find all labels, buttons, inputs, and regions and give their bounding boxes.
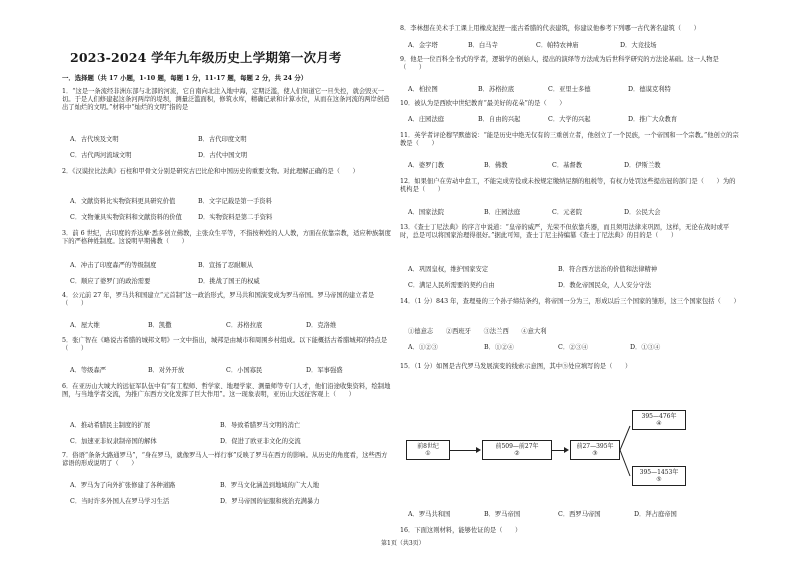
option-a[interactable]: A．婆罗门教 (408, 162, 445, 169)
question-stem: 9．他是一位百科全书式的学者，逻辑学的创始人，提出的演绎等方法成为后世科学研究的方法论基础。这一人物是（ ） (400, 56, 719, 72)
option-a[interactable]: A．庄园法庭 (408, 116, 445, 123)
option-c[interactable]: C．苏格拉底 (226, 322, 263, 329)
question-stem: 16．下面这则材料，能够佐证的是（ ） (400, 527, 522, 534)
option-c[interactable]: C．加速亚非奴隶制帝国的解体 (70, 438, 157, 445)
option-d[interactable]: D．公民大会 (624, 209, 661, 216)
option-c[interactable]: C．帕特农神庙 (536, 42, 579, 49)
option-a[interactable]: A．等级森严 (70, 367, 107, 374)
option-d[interactable]: D．促进了欧亚非文化的交流 (220, 438, 301, 445)
option-a[interactable]: A．古代埃及文明 (70, 136, 119, 143)
option-c[interactable]: C．文物兼具实物资料和文献资料的价值 (70, 214, 182, 221)
question-stem: 7．俗语“条条大路通罗马”，“身在罗马，就像罗马人一样行事”反映了罗马在西方的影响。从历史的角度看，这些西方谚语的形成说明了（ ） (62, 452, 388, 468)
branch-line-up (620, 426, 630, 450)
diagram-box-3-number: ③ (592, 450, 598, 458)
diagram-box-1-label: 前8世纪 (417, 443, 439, 450)
question-stem: 14．（1 分）843 年，查理曼的三个孙子缔结条约，将帝国一分为三，形成以后三个国家的雏形，这三个国家包括（ ） (400, 298, 740, 305)
option-a[interactable]: A．国家法院 (408, 209, 445, 216)
branch-line-down (620, 450, 630, 476)
option-d[interactable]: D．罗马帝国的征服和统治充满暴力 (220, 498, 320, 505)
option-c[interactable]: C．古代两河流域文明 (70, 152, 132, 159)
question-stem: 1．“这是一条流经非洲东部与北部的河流，它自南向北注入地中海，定期泛滥，使人们知道它一旦失控，就会毁灭一切。于是人们修建起这条河两岸的堤坝，测量泛滥面积，修筑水库，精确记录和计算水位，从而在这条河流的两岸创造出了灿烂的文明。”材料中“灿烂的文明”指的是 (62, 88, 390, 112)
option-b[interactable]: B．符合西方法治的价值和法律精神 (558, 266, 658, 273)
option-b[interactable]: B．苏格拉底 (478, 86, 515, 93)
question-stem: 5．张广智在《略说古希腊的城邦文明》一文中指出，城邦是由城市和周围乡村组成。以下能概括古希腊城邦的特点是（ ） (62, 337, 388, 353)
diagram-box-4 (632, 410, 686, 430)
option-c[interactable]: C．顺应了婆罗门的政治需要 (70, 278, 151, 285)
option-a[interactable]: A．罗马为了向外扩张修建了各种道路 (70, 482, 176, 489)
option-c[interactable]: C．满足人民所需要的契约自由 (408, 282, 495, 289)
question-stem: 15．（1 分）如图是古代罗马发展演变的线索示意图，其中⑤处应填写的是（ ） (400, 363, 632, 370)
diagram-box-5-number: ⑤ (656, 476, 662, 484)
diagram-box-5-label: 395—1453年 (639, 469, 679, 476)
diagram-box-1 (406, 440, 450, 460)
option-c[interactable]: C．大学的兴起 (548, 116, 591, 123)
question-stem: 12．如果佃户在劳动中怠工，不能完成劳役或未按规定缴纳足额的租税等，有权力处罚这些提出冠的部门是（ ）为的机构是（ ） (400, 178, 736, 194)
option-a[interactable]: A．罗马共和国 (408, 511, 451, 518)
option-b[interactable]: B．对外开放 (148, 367, 185, 374)
arrow-head-icon (476, 447, 481, 453)
rome-timeline-diagram (398, 413, 698, 500)
diagram-arrow-2 (552, 450, 564, 451)
option-d[interactable]: D．古代中国文明 (198, 152, 248, 159)
option-b[interactable]: B．自由的兴起 (478, 116, 521, 123)
question-stem: 3．前 6 世纪，古印度的乔达摩·悉多创立佛教，主张众生平等，不指按种姓的人人教，方面在依靠宗教，适应种族制度下的严格种姓制度。这说明早期佛教（ ） (62, 230, 391, 246)
diagram-box-3-label: 前27—395年 (576, 443, 614, 450)
diagram-box-5 (632, 466, 686, 486)
diagram-arrow-1 (450, 450, 476, 451)
option-b[interactable]: B．文字记载是第一手资料 (198, 198, 272, 205)
question-stem: 4．公元前 27 年，罗马共和国建立“元首制”这一政治形式，罗马共和国演变成为罗马帝国。罗马帝国的建立者是（ ） (62, 292, 375, 308)
option-c[interactable]: C．元老院 (552, 209, 583, 216)
option-b[interactable]: B．凯撒 (148, 322, 172, 329)
option-d[interactable]: D．①③④ (630, 344, 661, 351)
option-b[interactable]: B．宣扬了忍耐顺从 (198, 262, 254, 269)
diagram-box-1-number: ① (425, 450, 431, 458)
option-a[interactable]: A．屋大维 (70, 322, 100, 329)
option-c[interactable]: C．②③④ (558, 344, 589, 351)
option-a[interactable]: A．推动希腊民主制度的扩展 (70, 422, 151, 429)
option-b[interactable]: B．佛教 (484, 162, 508, 169)
option-d[interactable]: D．实物资料是第二手资料 (198, 214, 273, 221)
option-b[interactable]: B．庄园法庭 (484, 209, 521, 216)
section-heading: 一．选择题（共 17 小题，1-10 题，每题 1 分，11-17 题，每题 2 分，共 24 分） (62, 74, 308, 82)
option-b[interactable]: B．罗马文化涵盖到地域的广大人地 (220, 482, 320, 489)
option-d[interactable]: D．推广大众教育 (628, 116, 678, 123)
option-a[interactable]: A．①②③ (408, 344, 438, 351)
question-stem: 10．被认为是西欧中世纪教育“最美好的花朵”的是（ ） (400, 100, 566, 107)
exam-title: 2023-2024 学年九年级历史上学期第一次月考 (70, 50, 342, 65)
option-d[interactable]: D．克洛维 (306, 322, 337, 329)
question-stem: 13．《查士丁尼法典》的序言中说道：“皇帝的威严，光荣不但依靠兵器，而且须用法律来巩固，这样，无论在战时或平时，总是可以将国家治理得很好。”据此可知，查士丁尼主持编纂《查士丁尼法典》的目的是（ ） (400, 224, 730, 240)
option-b[interactable]: B．①②④ (484, 344, 514, 351)
question-items: ①德意志 ②西班牙 ③法兰西 ④意大利 (408, 328, 547, 335)
option-a[interactable]: A．文献资料比实物资料更具研究价值 (70, 198, 176, 205)
diagram-box-2-number: ② (514, 450, 520, 458)
diagram-box-2-label: 前509—前27年 (495, 443, 539, 450)
option-d[interactable]: D．伊斯兰教 (624, 162, 661, 169)
option-c[interactable]: C．西罗马帝国 (558, 511, 601, 518)
question-stem: 8．李林想在美术手工课上用橡皮泥捏一座古希腊的代表建筑，你建议他参考下列哪一古代著名建筑（ ） (400, 25, 700, 32)
option-a[interactable]: A．冲击了印度森严的等级制度 (70, 262, 157, 269)
option-a[interactable]: A．巩固皇权，维护国家安定 (408, 266, 489, 273)
question-stem: 11．英学者评论穆罕默德说：“能是历史中绝无仅有的三重创立者，他创立了一个民族，一个帝国和一个宗教。”他创立的宗教是（ ） (400, 132, 739, 148)
diagram-box-4-number: ④ (656, 420, 662, 428)
diagram-branch-lines (620, 418, 632, 484)
option-c[interactable]: C．当时许多外国人在罗马学习生活 (70, 498, 170, 505)
question-stem: 2．《汉谟拉比法典》石柱和甲骨文分别是研究古巴比伦和中国历史的重要文物。对此理解正确的是（ ） (62, 168, 359, 175)
page-footer: 第1页（共3页） (381, 540, 425, 547)
option-c[interactable]: C．基督教 (552, 162, 583, 169)
option-d[interactable]: D．军事强盛 (306, 367, 343, 374)
option-d[interactable]: D．德谟克利特 (628, 86, 671, 93)
option-c[interactable]: C．小国寡民 (226, 367, 263, 374)
option-b[interactable]: B．白马寺 (468, 42, 498, 49)
option-d[interactable]: D．大竞技场 (620, 42, 657, 49)
option-a[interactable]: A．金字塔 (408, 42, 438, 49)
arrow-head-icon (564, 447, 569, 453)
diagram-box-4-label: 395—476年 (641, 413, 677, 420)
option-b[interactable]: B．罗马帝国 (484, 511, 521, 518)
option-a[interactable]: A．柏拉图 (408, 86, 438, 93)
option-b[interactable]: B．古代印度文明 (198, 136, 247, 143)
diagram-box-3 (570, 440, 620, 460)
option-d[interactable]: D．挑战了国王的权威 (198, 278, 260, 285)
option-b[interactable]: B．导致希腊罗马文明的消亡 (220, 422, 301, 429)
diagram-box-2 (482, 440, 552, 460)
option-c[interactable]: C．亚里士多德 (548, 86, 591, 93)
option-d[interactable]: D．教化帝国民众，人人安分守法 (558, 282, 652, 289)
option-d[interactable]: D．拜占庭帝国 (634, 511, 677, 518)
question-stem: 6．在亚历山大城大的远征军队伍中有“有工程师、哲学家、地理学家、测量师等专门人才，他们沿途收集资料，绘制地图，与当地学者交流，为推广东西方文化发挥了巨大作用”。这一现象表明，亚历山大远征客观上（ ） (62, 383, 391, 399)
